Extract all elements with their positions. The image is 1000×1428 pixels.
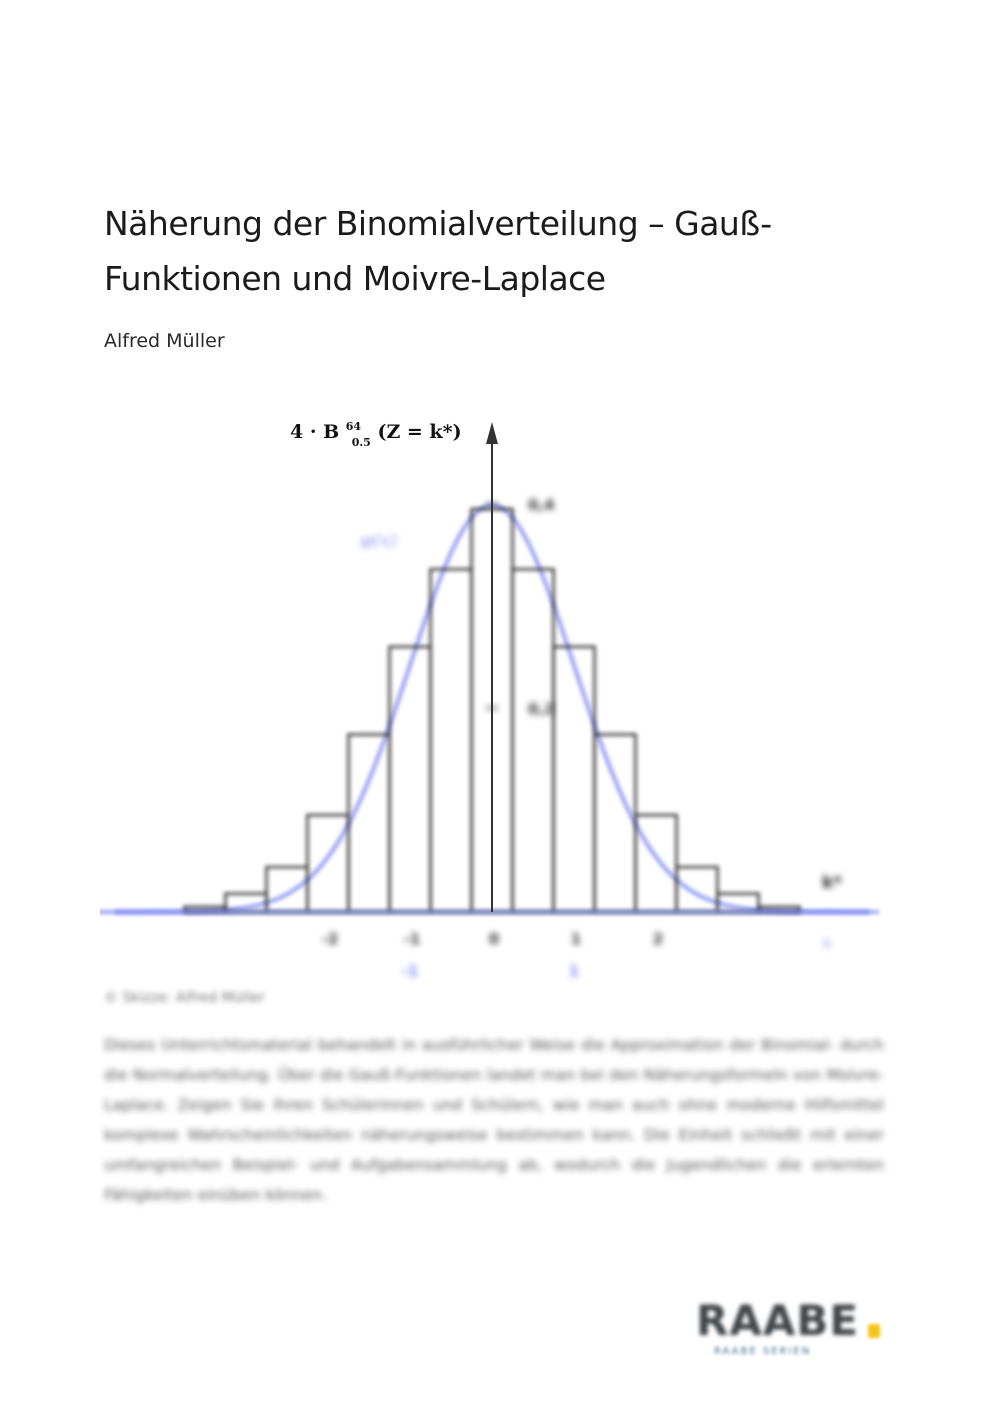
y-axis-label-arg: (Z = k*) [377,421,462,443]
histogram-bar [308,815,349,912]
x-scale-tick-label: 1 [568,962,580,980]
logo-accent-icon [868,1324,880,1338]
title-line-1: Näherung der Binomialverteilung – Gauß- [104,204,772,243]
document-title [104,196,904,306]
histogram-bar [677,867,718,912]
x-tick-label: -2 [321,930,339,948]
x-tick-label: 2 [652,930,664,948]
x-tick-label: -1 [403,930,421,948]
title-line-2: Funktionen und Moivre-Laplace [104,259,606,298]
y-axis-label [290,413,462,451]
axes-layer [100,422,879,912]
figure-credit: © Skizze: Alfred Müller [104,990,265,1006]
x-tick-label: 0 [488,930,500,948]
histogram-bar [390,647,431,912]
x-axis-label-2: x [822,933,832,953]
histogram-bar [595,735,636,912]
histogram-bar [636,815,677,912]
logo-tagline: RAABE SERIEN [714,1346,812,1357]
histogram-bar [267,867,308,912]
histogram-bar [513,569,554,912]
histogram-bar [554,647,595,912]
author: Alfred Müller [104,330,225,352]
raabe-logo [696,1296,896,1366]
y-tick-label: 0,2 [528,700,555,718]
x-axis-label: k* [822,873,843,893]
logo-wordmark: RAABE [696,1296,860,1345]
y-axis-label-sub: 0.5 [351,436,371,449]
figure-chart [100,400,900,1000]
abstract-text: Dieses Unterrichtsmaterial behandelt in ausführlicher Weise die Approximation der Binomial- durch die Normalverteilung. Über die Gauß-Funktionen landet man bei den Näherungsformeln von Moivre-Laplace. Zeigen Sie Ihren Schülerinnen und Schülern, wie man auch ohne moderne Hilfsmittel komplexe Wahrscheinlichkeiten näherungsweise bestimmen kann. Die Einheit schließt mit einer umfangreichen Beispiel- und Aufgabensammlung ab, wodurch die Jugendlichen die erlernten Fähigkeiten einüben können. [104,1036,884,1204]
y-axis-label-main: 4 · B [290,421,340,443]
x-scale-tick-label: -1 [401,962,419,980]
x-tick-label: 1 [570,930,582,948]
y-axis-label-sup: 64 [345,420,362,433]
histogram-bar [431,569,472,912]
histogram-bar [349,735,390,912]
binomial-normal-figure [100,400,900,1000]
y-tick-label: 0,4 [528,496,555,514]
curve-label: φ(x) [360,530,397,551]
y-axis-arrow-icon [486,422,498,444]
